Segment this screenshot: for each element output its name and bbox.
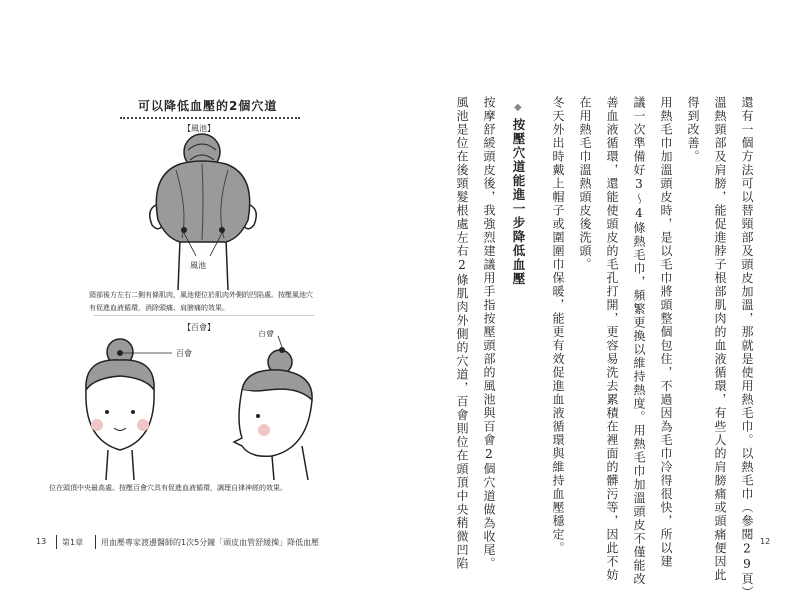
side-profile-illustration [228,330,328,480]
figure-title: 可以降低血壓的2個穴道 [138,99,278,113]
label-fengchi: 【風池】 [183,124,215,133]
body-column-10: 風池是位在後頸髮根處左右2條肌肉外側的穴道，百會則位在頭頂中央稍微凹陷 [455,96,469,571]
separator [94,315,314,316]
back-of-head-illustration [140,130,270,290]
body-column-9: 按摩舒緩頭皮後，我強烈建議用手指按壓頭部的風池與百會2個穴道做為收尾。 [482,96,496,571]
point-baihui-front-label: 百會 [176,349,192,358]
body-column-7: 在用熱毛巾溫熱頭皮後洗頭。 [578,96,592,272]
footer-divider-2 [95,535,96,549]
footer-divider [56,535,57,549]
body-column-3: 得到改善。 [686,96,700,164]
section-heading: 按壓穴道能進一步降低血壓 [511,118,526,286]
front-face-illustration [80,330,230,480]
baihui-point-front [117,350,123,356]
caption-baihui: 位在頭頂中央最高處。按壓百會穴具有促進血液循環，調理自律神經的效果。 [49,484,287,492]
running-title: 用血壓專家渡邊醫師的1次5分鐘「頭皮血管舒緩操」降低血壓 [101,538,320,547]
body-column-2: 溫熱頸部及肩膀，能促進脖子根部肌肉的血液循環，有些人的肩膀痛或頭痛便因此 [713,96,727,582]
body-column-6: 善血液循環，還能使頭皮的毛孔打開，更容易洗去累積在裡面的髒污等，因此不妨 [605,96,619,582]
body-column-8: 冬天外出時戴上帽子或圍圍巾保暖，能更有效促進血液循環與維持血壓穩定。 [551,96,565,555]
baihui-point-side [279,347,285,353]
body-column-4: 用熱毛巾加溫頭皮時，是以毛巾將頭整個包住，不過因為毛巾冷得很快，所以建 [659,96,673,569]
body-column-5: 議一次準備好3～4條熱毛巾，頻繁更換以維持熱度。用熱毛巾加溫頭皮不僅能改 [632,96,646,586]
heading-marker: ◆ [514,102,522,113]
left-page-number: 13 [36,537,47,546]
fengchi-point-left [181,227,187,233]
label-baihui: 【百會】 [183,323,215,332]
footer-chapter: 第1章 [62,538,84,547]
title-dotted-rule [120,117,300,119]
fengchi-point-right [219,227,225,233]
point-baihui-side-label: 百會 [258,330,274,338]
right-page-number: 12 [760,537,771,546]
point-fengchi-label: 風池 [190,261,206,270]
caption-fengchi: 頸部後方左右二側有條肌肉，風池便位於肌肉外側的凹陷處。按壓風池穴有促進血液循環，消除頭痛、肩膀痛的效果。 [89,291,313,312]
body-column-1: 還有一個方法可以替頸部及頭皮加溫，那就是使用熱毛巾。以熱毛巾（參閱29頁） [740,96,754,600]
